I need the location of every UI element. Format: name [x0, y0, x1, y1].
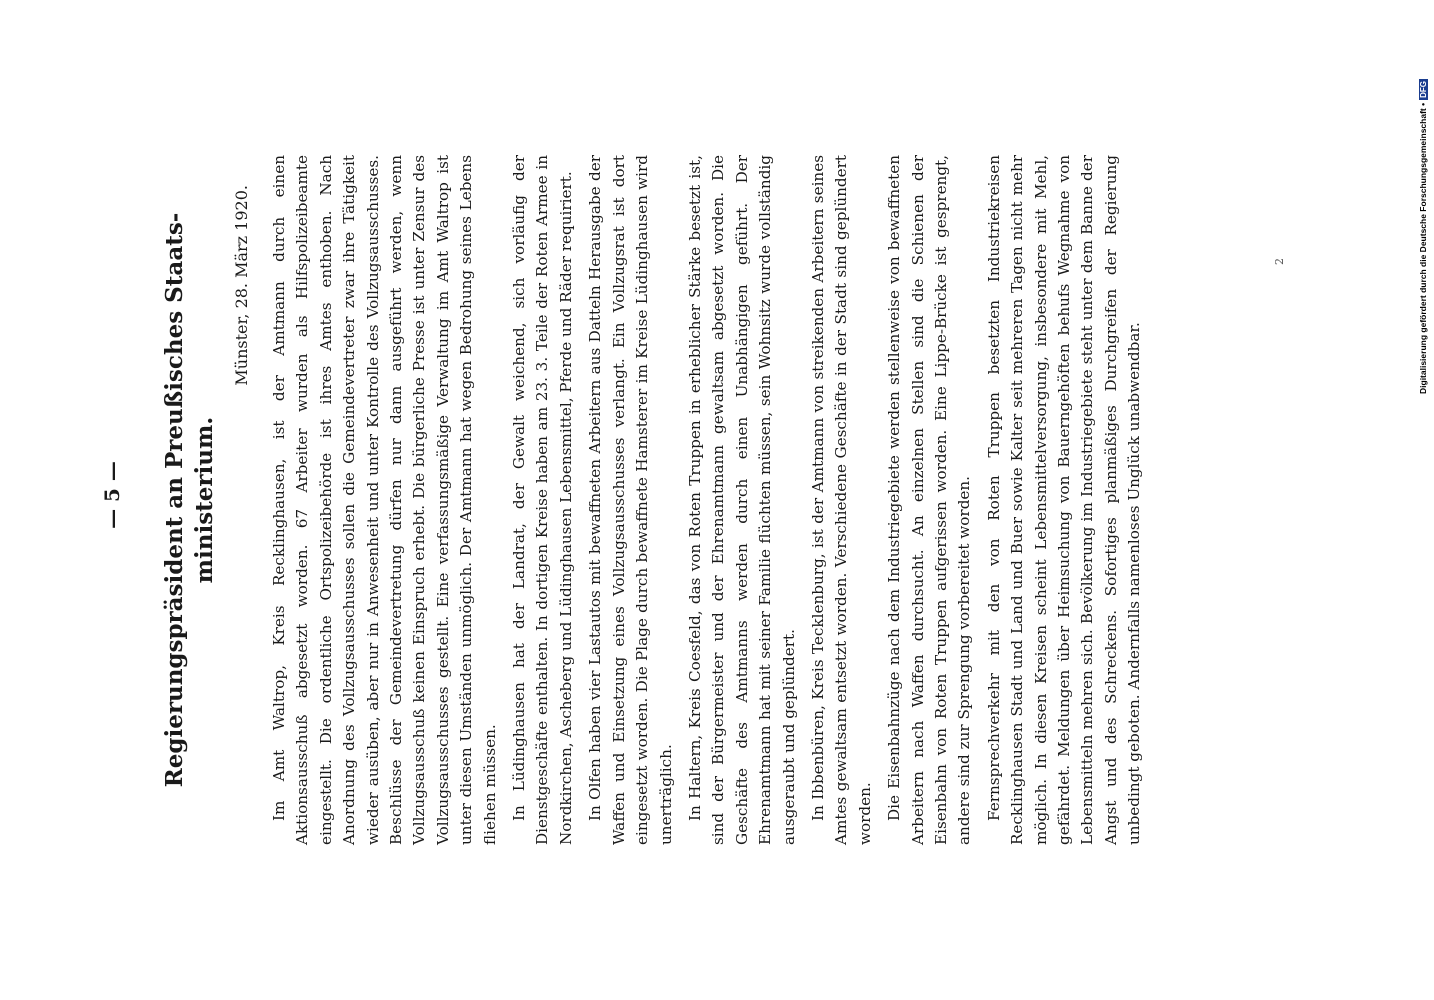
paragraph-7: Fernsprechverkehr mit den von Roten Truppen besetzten Industriekreisen Recklinghausen Stadt und Land und Buer sowie Kalter seit mehreren Tagen nicht mehr möglich. In diesen Kreisen scheint Lebensmittelversorgung, insbesondere mit Mehl, gefährdet. Meldungen über Heimsuchung von Bauerngehöften behufs Wegnahme von Lebensmitteln mehren sich. Bevölkerung im Industriegebiete steht unter dem Banne der Angst und des Schreckens. Sofortiges planmäßiges Durchgreifen der Regierung unbedingt geboten. Andernfalls namenloses Unglück unabwendbar.	[984, 155, 1144, 845]
header-block	[100, 155, 270, 845]
body-text	[268, 155, 1228, 845]
body-block	[268, 155, 1228, 845]
header-dateline: Münster, 28. März 1920.	[232, 185, 251, 386]
paragraph-3: In Olfen haben vier Lastautos mit bewaffneten Arbeitern aus Datteln Herausgabe der Waffen und Einsetzung eines Vollzugsausschusses verlangt. Ein Vollzugsrat ist dort eingesetzt worden. Die Plage durch bewaffnete Hamsterer im Kreise Lüdinghausen wird unerträglich.	[586, 155, 675, 845]
credit-text: Digitalisierung gefördert durch die Deutsche Forschungsgemeinschaft •	[1418, 102, 1428, 394]
paragraph-2: In Lüdinghausen hat der Landrat, der Gewalt weichend, sich vorläufig der Dienstgeschäfte enthalten. In dortigen Kreise haben am 23. 3. Teile der Roten Armee in Nordkirchen, Ascheberg und Lüdinghausen Lebensmittel, Pferde und Räder requiriert.	[510, 155, 575, 845]
digitization-credit	[1418, 6, 1434, 396]
paragraph-5: In Ibbenbüren, Kreis Tecklenburg, ist der Amtmann von streikenden Arbeitern seines Amtes gewaltsam entsetzt worden. Verschiedene Geschäfte in der Stadt sind geplündert worden.	[808, 155, 874, 845]
paragraph-1: Im Amt Waltrop, Kreis Recklinghausen, ist der Amtmann durch einen Aktionsausschuß abgesetzt worden. 67 Arbeiter wurden als Hilfspolizeibeamte eingestellt. Die ordentliche Ortspolizeibehörde ist ihres Amtes enthoben. Nach Anordnung des Vollzugsausschusses sollen die Gemeindevertreter zwar ihre Tätigkeit wieder ausüben, aber nur in Anwesenheit und unter Kontrolle des Vollzugsausschusses. Beschlüsse der Gemeindevertretung dürfen nur dann ausgeführt werden, wenn Vollzugsausschuß keinen Einspruch erhebt. Die bürgerliche Presse ist unter Zensur des Vollzugsausschusses gestellt. Eine verfassungsmäßige Verwaltung im Amt Waltrop ist unter diesen Umständen unmöglich. Der Amtmann hat wegen Bedrohung seines Lebens fliehen müssen.	[270, 155, 499, 845]
footnote-mark: 2	[1273, 258, 1286, 265]
header-title-line-2: ministerium.	[191, 416, 218, 584]
credit-text-wrapper	[1418, 79, 1428, 394]
header-title-line-1: Regierungspräsident an Preußisches Staats-	[161, 212, 188, 788]
paragraph-4: In Haltern, Kreis Coesfeld, das von Roten Truppen in erheblicher Stärke besetzt ist, sind der Bürgermeister und der Ehrenamtmann gewaltsam abgesetzt worden. Die Geschäfte des Amtmanns werden durch einen Unabhängigen geführt. Der Ehrenamtmann hat mit seiner Familie flüchten müssen, sein Wohnsitz wurde vollständig ausgeraubt und geplündert.	[685, 155, 798, 845]
paragraph-6: Die Eisenbahnzüge nach dem Industriegebiete werden stellenweise von bewaffneten Arbeitern nach Waffen durchsucht. An einzelnen Stellen sind die Schienen der Eisenbahn von Roten Truppen aufgerissen worden. Eine Lippe-Brücke ist gesprengt, andere sind zur Sprengung vorbereitet worden.	[885, 155, 974, 845]
dfg-logo: DFG	[1419, 81, 1428, 98]
header-page-number: — 5 —	[100, 461, 124, 529]
